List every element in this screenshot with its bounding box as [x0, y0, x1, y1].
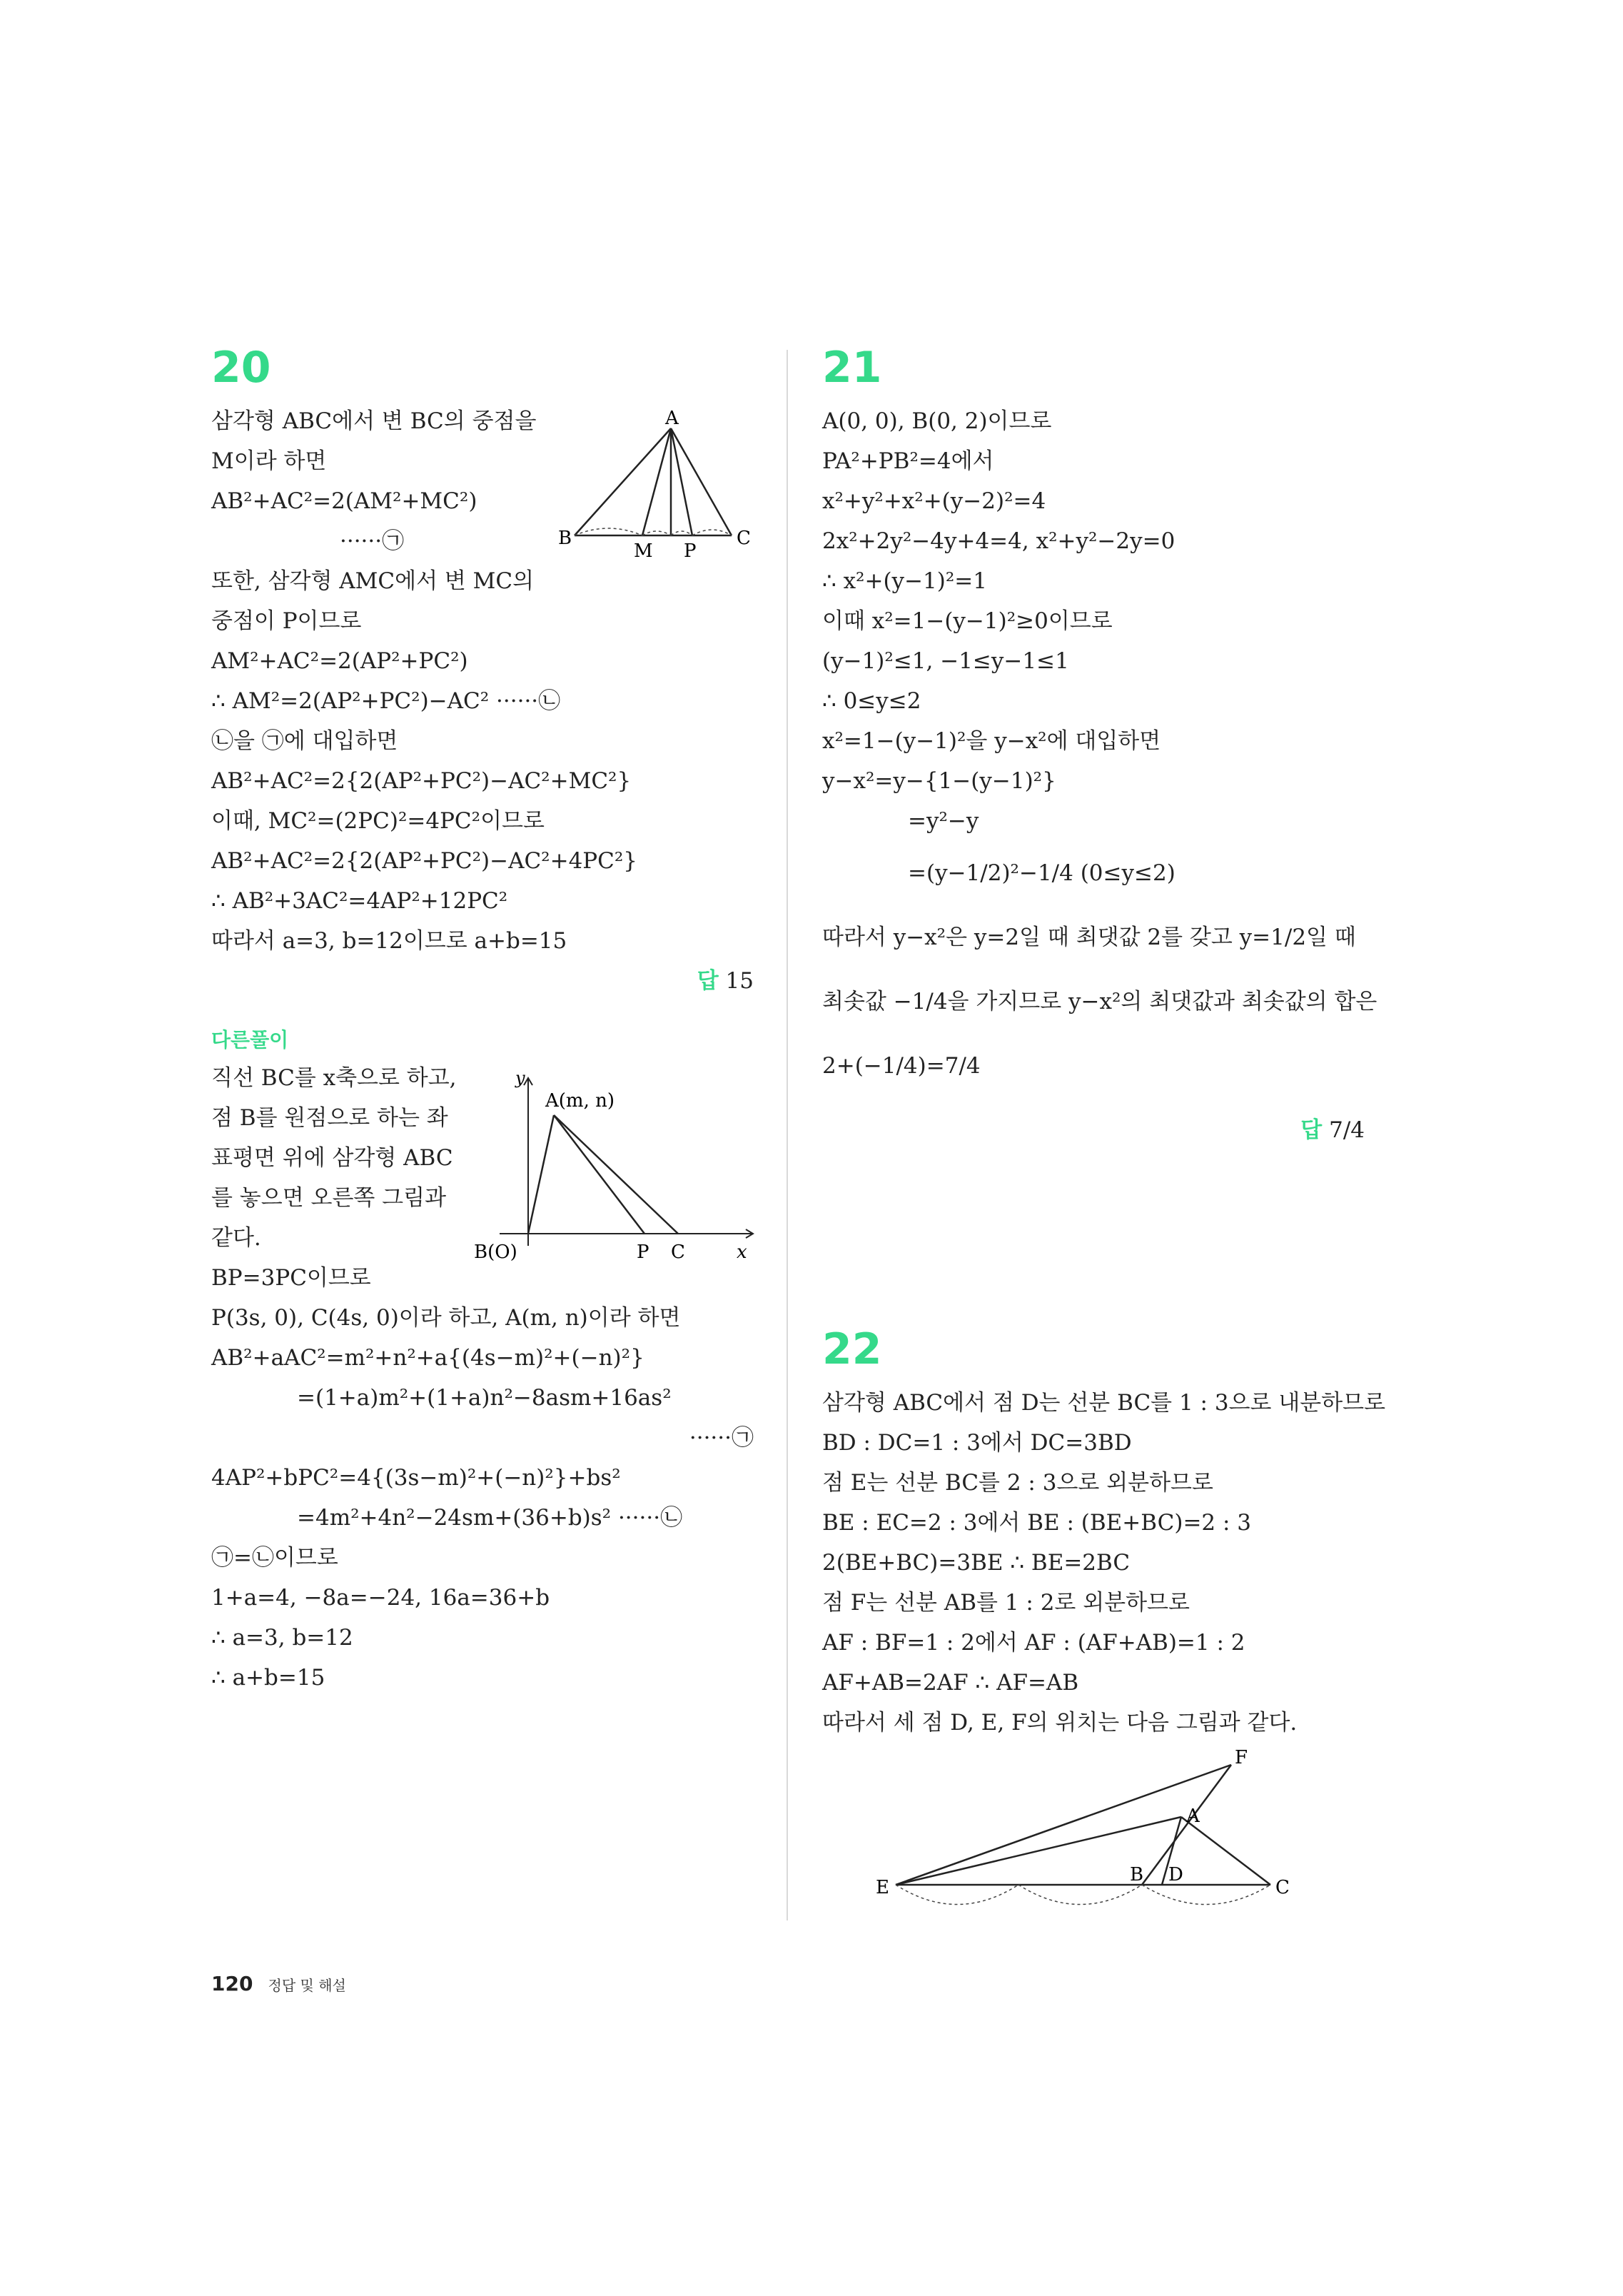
- problem-number: 20: [211, 343, 271, 393]
- solution-line: 이때, MC²=(2PC)²=4PC²이므로: [211, 808, 545, 834]
- solution-line: 직선 BC를 x축으로 하고,: [211, 1065, 457, 1091]
- triangle-figure-20: [557, 407, 764, 564]
- solution-line: 따라서 세 점 D, E, F의 위치는 다음 그림과 같다.: [822, 1710, 1298, 1736]
- solution-line: 2x²+2y²−4y+4=4, x²+y²−2y=0: [822, 528, 1175, 554]
- problem-number: 21: [822, 343, 882, 393]
- solution-line: =(1+a)m²+(1+a)n²−8asm+16as²: [297, 1385, 672, 1411]
- label-A: A: [665, 408, 679, 429]
- solution-line: AB²+aAC²=m²+n²+a{(4s−m)²+(−n)²}: [211, 1345, 644, 1371]
- triangle-figure-22: [874, 1749, 1303, 1928]
- solution-line: AB²+AC²=2{2(AP²+PC²)−AC²+4PC²}: [211, 848, 638, 874]
- solution-line: 점 E는 선분 BC를 2 : 3으로 외분하므로: [822, 1470, 1213, 1496]
- label-B: B: [558, 528, 572, 549]
- solution-line: BD : DC=1 : 3에서 DC=3BD: [822, 1430, 1132, 1456]
- solution-line: ㉡을 ㉠에 대입하면: [211, 728, 398, 754]
- label-C: C: [1275, 1877, 1290, 1898]
- solution-line: AF+AB=2AF ∴ AF=AB: [822, 1670, 1079, 1696]
- solution-line: M이라 하면: [211, 448, 327, 474]
- solution-line: 점 F는 선분 AB를 1 : 2로 외분하므로: [822, 1590, 1190, 1616]
- solution-line: 4AP²+bPC²=4{(3s−m)²+(−n)²}+bs²: [211, 1465, 621, 1491]
- solution-line: 2(BE+BC)=3BE ∴ BE=2BC: [822, 1550, 1131, 1576]
- solution-line: AF : BF=1 : 2에서 AF : (AF+AB)=1 : 2: [822, 1630, 1245, 1656]
- label-P: P: [684, 540, 697, 562]
- answer-label: 답: [1300, 1117, 1323, 1143]
- coordinate-figure-20: [471, 1064, 757, 1264]
- solution-line: 표평면 위에 삼각형 ABC: [211, 1145, 453, 1171]
- solution-line: ∴ AM²=2(AP²+PC²)−AC² ······㉡: [211, 688, 561, 714]
- solution-line: 를 놓으면 오른쪽 그림과: [211, 1185, 447, 1211]
- solution-line: 따라서 y−x²은 y=2일 때 최댓값 2를 갖고 y=1/2일 때: [822, 925, 1356, 950]
- solution-line: 또한, 삼각형 AMC에서 변 MC의: [211, 568, 535, 594]
- solution-line: ∴ a+b=15: [211, 1665, 325, 1691]
- solution-line: 따라서 a=3, b=12이므로 a+b=15: [211, 928, 567, 954]
- solution-line: ∴ x²+(y−1)²=1: [822, 568, 987, 594]
- page-footer: [211, 1972, 346, 1995]
- label-E: E: [876, 1877, 889, 1898]
- label-A: A(m, n): [545, 1090, 615, 1112]
- solution-line: AM²+AC²=2(AP²+PC²): [211, 648, 468, 674]
- solution-line: y−x²=y−{1−(y−1)²}: [822, 768, 1056, 794]
- solution-line: ∴ 0≤y≤2: [822, 688, 921, 714]
- column-divider: [787, 350, 788, 1920]
- solution-line: AB²+AC²=2(AM²+MC²): [211, 488, 477, 514]
- label-A: A: [1186, 1806, 1200, 1827]
- solution-line: 삼각형 ABC에서 변 BC의 중점을: [211, 408, 537, 434]
- solution-line: 같다.: [211, 1225, 261, 1251]
- solution-line: 이때 x²=1−(y−1)²≥0이므로: [822, 608, 1113, 634]
- label-y-axis: y: [515, 1068, 525, 1088]
- label-P: P: [637, 1242, 649, 1263]
- solution-line: A(0, 0), B(0, 2)이므로: [822, 408, 1052, 434]
- solution-line: 삼각형 ABC에서 점 D는 선분 BC를 1 : 3으로 내분하므로: [822, 1390, 1386, 1416]
- problem-number: 22: [822, 1324, 882, 1374]
- solution-line: =y²−y: [908, 808, 979, 834]
- solution-line: x²+y²+x²+(y−2)²=4: [822, 488, 1046, 514]
- problem-22: [822, 1324, 1386, 1743]
- solution-line: 최솟값 −1/4을 가지므로 y−x²의 최댓값과 최솟값의 합은: [822, 989, 1377, 1014]
- label-B: B: [1130, 1864, 1144, 1885]
- solution-line: AB²+AC²=2{2(AP²+PC²)−AC²+MC²}: [211, 768, 632, 794]
- label-origin: B(O): [474, 1242, 517, 1263]
- equation-tag: ······㉠: [689, 1425, 754, 1451]
- solution-line: (y−1)²≤1, −1≤y−1≤1: [822, 648, 1069, 674]
- alternative-solution-title: 다른풀이: [211, 1028, 289, 1052]
- solution-line: ∴ AB²+3AC²=4AP²+12PC²: [211, 888, 508, 914]
- answer: [211, 961, 754, 1001]
- solution-line: x²=1−(y−1)²을 y−x²에 대입하면: [822, 728, 1161, 754]
- solution-line: =(y−1/2)²−1/4 (0≤y≤2): [908, 860, 1175, 886]
- label-D: D: [1168, 1864, 1183, 1885]
- answer-value: 7/4: [1329, 1117, 1365, 1143]
- answer-label: 답: [697, 968, 719, 994]
- solution-line: 2+(−1/4)=7/4: [822, 1053, 981, 1079]
- equation-tag: ······㉠: [340, 528, 405, 554]
- label-C: C: [737, 528, 751, 549]
- answer-value: 15: [725, 968, 754, 994]
- footer-title: 정답 및 해설: [268, 1977, 346, 1994]
- solution-line: =4m²+4n²−24sm+(36+b)s² ······㉡: [297, 1505, 683, 1531]
- label-M: M: [634, 540, 653, 562]
- answer: [822, 1098, 1365, 1162]
- solution-line: ㉠=㉡이므로: [211, 1545, 338, 1571]
- label-x-axis: x: [737, 1242, 747, 1263]
- solution-line: BE : EC=2 : 3에서 BE : (BE+BC)=2 : 3: [822, 1510, 1252, 1536]
- solution-line: 중점이 P이므로: [211, 608, 362, 634]
- label-F: F: [1235, 1749, 1248, 1768]
- solution-line: ∴ a=3, b=12: [211, 1625, 353, 1651]
- problem-21: [822, 343, 1377, 1162]
- solution-line: BP=3PC이므로: [211, 1265, 371, 1291]
- label-C: C: [671, 1242, 685, 1263]
- solution-line: 점 B를 원점으로 하는 좌: [211, 1105, 448, 1131]
- solution-line: 1+a=4, −8a=−24, 16a=36+b: [211, 1585, 550, 1611]
- page-number: 120: [211, 1972, 253, 1995]
- solution-line: PA²+PB²=4에서: [822, 448, 994, 474]
- solution-line: P(3s, 0), C(4s, 0)이라 하고, A(m, n)이라 하면: [211, 1305, 681, 1331]
